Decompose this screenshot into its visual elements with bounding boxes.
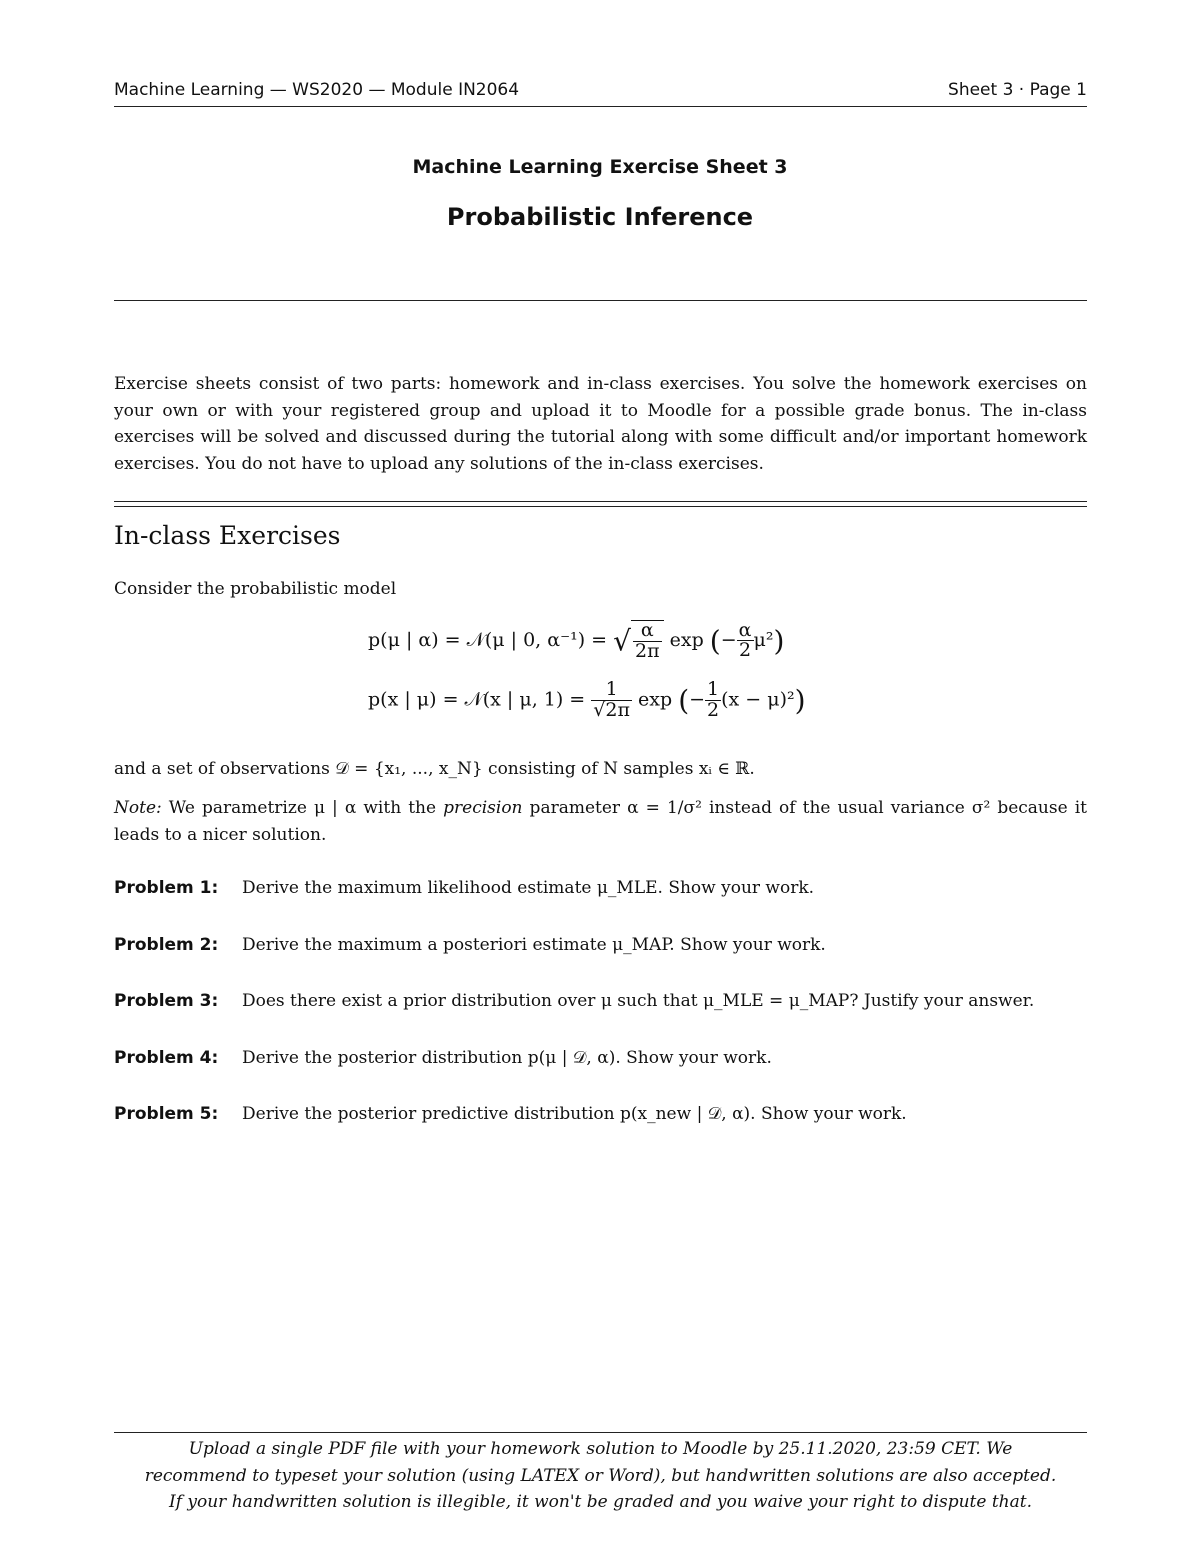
problem-label: Problem 3: (114, 991, 219, 1011)
problem-label: Problem 4: (114, 1048, 219, 1068)
header-rule (114, 106, 1087, 107)
note-text2: parameter α = 1/σ² instead of the usual variance σ² because it leads to a nicer solution. (114, 798, 1087, 845)
eq2-frac-num: 1 (591, 680, 632, 701)
eq2-tail: (x − μ)² (721, 688, 795, 711)
eq1-frac-den: 2 (739, 639, 752, 662)
problem-text: Derive the posterior distribution p(μ | 𝒟, α). Show your work. (242, 1048, 772, 1068)
problem-label: Problem 2: (114, 935, 219, 955)
eq2-lhs: p(x | μ) = 𝒩(x | μ, 1) = (368, 688, 586, 711)
eq1-sqrt-den: 2π (635, 639, 660, 662)
title-rule (114, 300, 1087, 301)
paren-open-icon: ( (709, 624, 721, 658)
footer-line-2: recommend to typeset your solution (using LATEX or Word), but handwritten solutions are also accepted. (144, 1465, 1057, 1486)
intro-paragraph: Exercise sheets consist of two parts: homework and in-class exercises. You solve the homework exercises on your own or with your registered group and upload it to Moodle for a possible grade bonus. The in-class exercises will be solved and discussed during the tutorial along with some difficult and/or important homework exercises. You do not have to upload any solutions of the in-class exercises. (114, 374, 1087, 474)
note-paragraph (114, 795, 1087, 848)
paren-close-icon: ) (794, 683, 806, 717)
eq2-exp: exp (638, 688, 673, 711)
note-text1: We parametrize μ | α with the (161, 798, 444, 818)
section-heading: In-class Exercises (114, 521, 341, 550)
problem-text: Derive the posterior predictive distribution p(x_new | 𝒟, α). Show your work. (242, 1104, 907, 1124)
note-label: Note: (114, 798, 162, 818)
problem-label: Problem 1: (114, 878, 219, 898)
note-emph: precision (443, 798, 523, 818)
paren-open-icon: ( (678, 683, 690, 717)
topic-title: Probabilistic Inference (446, 203, 754, 231)
eq1-exp: exp (669, 628, 704, 651)
problem-text: Does there exist a prior distribution over μ such that μ_MLE = μ_MAP? Justify your answer. (242, 991, 1035, 1011)
eq2-inner-den: 2 (707, 698, 720, 721)
equation-prior: p(μ | α) = 𝒩(μ | 0, α⁻¹) = √ $\frac{\alpha}{2\pi}$ exp (− $\frac{\alpha}{2}$ μ²) (368, 618, 785, 662)
eq1-sqrt-num: α (633, 621, 662, 642)
running-header-right: Sheet 3 · Page 1 (948, 80, 1087, 100)
observations-text: and a set of observations 𝒟 = {x₁, ..., x_N} consisting of N samples xᵢ ∈ ℝ. (114, 759, 755, 779)
equation-likelihood: p(x | μ) = 𝒩(x | μ, 1) = $\frac{1}{√2\pi}$ exp (− $\frac{1}{2}$ (x − μ)²) (368, 678, 806, 721)
paren-close-icon: ) (773, 624, 785, 658)
running-header-left: Machine Learning — WS2020 — Module IN2064 (114, 80, 520, 100)
double-rule-top (114, 501, 1087, 502)
eq1-lhs: p(μ | α) = 𝒩(μ | 0, α⁻¹) = (368, 628, 608, 651)
eq2-frac-den: √2π (593, 698, 630, 721)
problem-text: Derive the maximum likelihood estimate μ_MLE. Show your work. (242, 878, 815, 898)
footer-rule (114, 1432, 1087, 1433)
footer-note (114, 1436, 1087, 1516)
sheet-title: Machine Learning Exercise Sheet 3 (412, 156, 788, 178)
eq1-frac-num: α (738, 618, 752, 641)
problem-label: Problem 5: (114, 1104, 219, 1124)
eq1-sqrt (631, 620, 664, 662)
footer-line-3: If your handwritten solution is illegible, it won't be graded and you waive your right to dispute that. (168, 1492, 1032, 1512)
footer-line-1: Upload a single PDF file with your homework solution to Moodle by 25.11.2020, 23:59 CET. We (188, 1439, 1013, 1459)
section-lead: Consider the probabilistic model (114, 579, 397, 599)
eq1-tail: μ² (753, 628, 774, 651)
eq2-inner-num: 1 (707, 678, 720, 700)
double-rule-bottom (114, 506, 1087, 507)
sqrt-symbol: √ (613, 624, 631, 658)
problem-text: Derive the maximum a posteriori estimate μ_MAP. Show your work. (242, 935, 826, 955)
